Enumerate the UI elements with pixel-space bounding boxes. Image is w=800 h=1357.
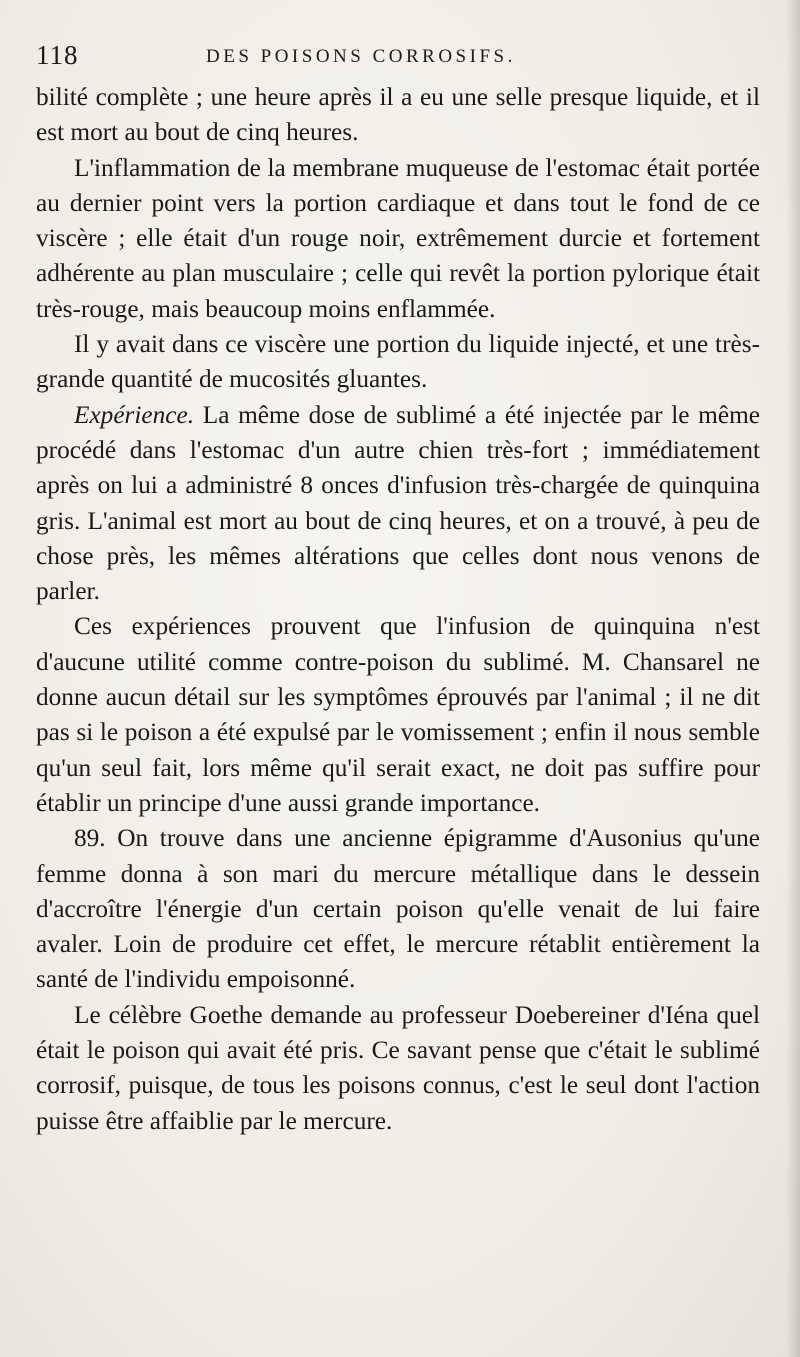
page-header [36, 40, 756, 80]
paragraph-continued: bilité complète ; une heure après il a eu une selle presque liquide, et il est mort au bout de cinq heures. [36, 83, 760, 147]
paragraph-goethe: Le célèbre Goethe demande au professeur Doebereiner d'Iéna quel était le poison qui avait été pris. Ce savant pense que c'était le sublimé corrosif, puisque, de tous les poisons connus, c'est le seul dont l'action puisse être affaiblie par le mercure. [36, 1000, 760, 1135]
paragraph-viscere: Il y avait dans ce viscère une portion du liquide injecté, et une très-grande quantité de mucosités gluantes. [36, 330, 760, 394]
experience-heading: Expérience. [74, 400, 195, 429]
body-text [36, 80, 760, 1139]
page-number: 118 [36, 40, 79, 70]
experience-text: La même dose de sublimé a été injectée par le même procédé dans l'estomac d'un autre chien très-fort ; immédiatement après on lui a administré 8 onces d'infusion très-chargée de quinquina gris. L'animal est mort au bout de cinq heures, et on a trouvé, à peu de chose près, les mêmes altérations que celles dont nous venons de parler. [36, 400, 760, 606]
paragraph-inflammation: L'inflammation de la membrane muqueuse de l'estomac était portée au dernier point vers la portion cardiaque et dans tout le fond de ce viscère ; elle était d'un rouge noir, extrêmement durcie et fortement adhérente au plan musculaire ; celle qui revêt la portion pylorique était très-rouge, mais beaucoup moins enflammée. [36, 153, 760, 323]
page-edge-shadow [786, 0, 800, 1357]
paragraph-conclusion: Ces expériences prouvent que l'infusion de quinquina n'est d'aucune utilité comme contre-poison du sublimé. M. Chansarel ne donne aucun détail sur les symptômes éprouvés par l'animal ; il ne dit pas si le poison a été expulsé par le vomissement ; enfin il nous semble qu'un seul fait, lors même qu'il serait exact, ne doit pas suffire pour établir un principe d'une aussi grande importance. [36, 612, 760, 817]
paragraph-89: 89. On trouve dans une ancienne épigramme d'Ausonius qu'une femme donna à son mari du mercure métallique dans le dessein d'accroître l'énergie d'un certain poison qu'elle venait de lui faire avaler. Loin de produire cet effet, le mercure rétablit entièrement la santé de l'individu empoisonné. [36, 824, 760, 994]
running-head: DES POISONS CORROSIFS. [206, 46, 516, 67]
paragraph-experience [36, 398, 760, 610]
